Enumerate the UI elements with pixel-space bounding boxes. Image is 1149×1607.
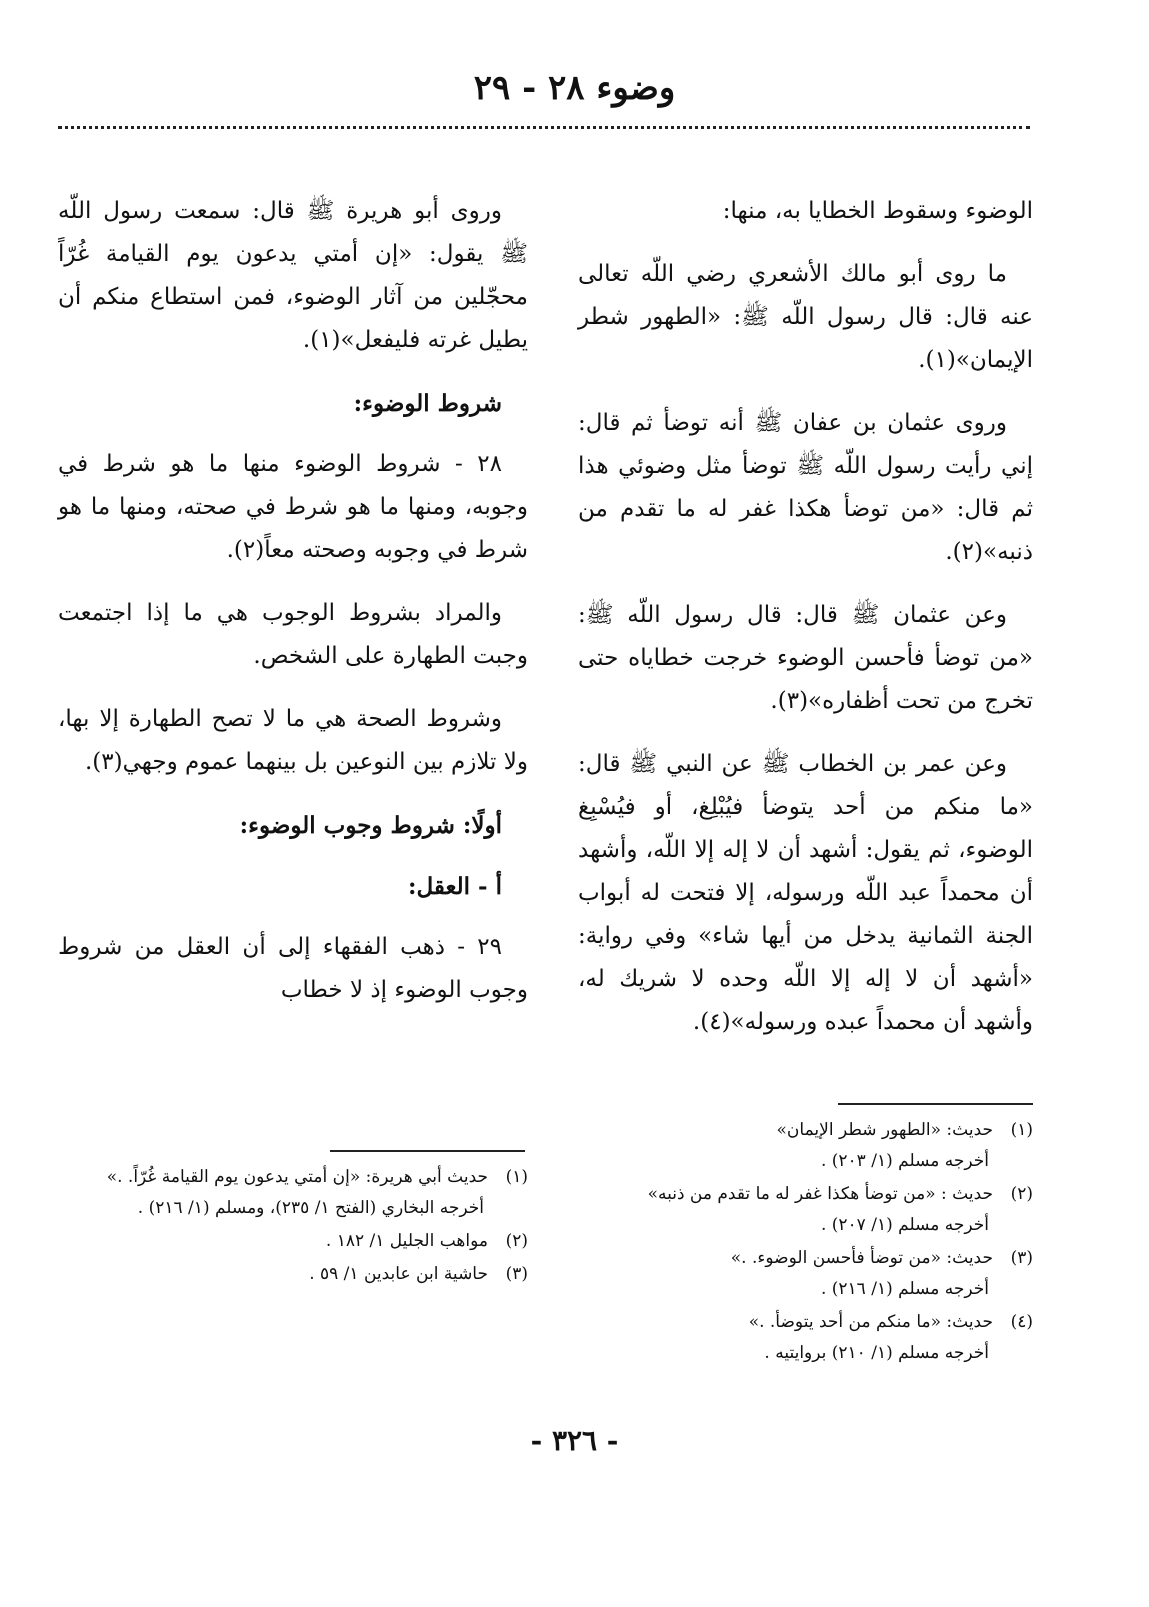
right-paragraph-1: الوضوء وسقوط الخطايا به، منها: <box>722 198 1033 224</box>
right-footnotes <box>578 1115 1033 1371</box>
footnote-text: حديث : «من توضأ هكذا غفر له ما تقدم من ذنبه» <box>647 1184 993 1204</box>
page-header: وضوء ٢٨ - ٢٩ <box>473 68 676 108</box>
right-paragraph-2: ما روى أبو مالك الأشعري رضي اللّه تعالى عنه قال: قال رسول اللّه ﷺ: «الطهور شطر الإيمان»(١). <box>578 261 1033 373</box>
left-paragraph-1: وروى أبو هريرة ﷺ قال: سمعت رسول اللّه ﷺ يقول: «إن أمتي يدعون يوم القيامة غُرّاً محجّلين من آثار الوضوء، فمن استطاع منكم أن يطيل غرته فليفعل»(١). <box>58 198 528 353</box>
footnote-text: حديث: «من توضأ فأحسن الوضوء. .» <box>730 1248 993 1268</box>
footnote-source: أخرجه مسلم (١/ ٢١٠) بروايتيه . <box>764 1343 989 1363</box>
footnote-text: حديث: «الطهور شطر الإيمان» <box>776 1120 993 1140</box>
right-footnote-separator <box>838 1103 1033 1105</box>
footnote-item <box>578 1179 1033 1241</box>
footnote-item <box>58 1259 528 1290</box>
footnote-number: (٢) <box>505 1231 528 1251</box>
header-dotted-divider <box>58 126 1030 129</box>
right-paragraph-4: وعن عثمان ﷺ قال: قال رسول اللّه ﷺ: «من توضأ فأحسن الوضوء خرجت خطاياه حتى تخرج من تحت أظفاره»(٣). <box>578 602 1033 714</box>
footnote-number: (٣) <box>1010 1248 1033 1268</box>
footnote-item <box>578 1243 1033 1305</box>
footnote-source: أخرجه البخاري (الفتح ١/ ٢٣٥)، ومسلم (١/ ٢١٦) . <box>137 1198 484 1218</box>
right-paragraph-5: وعن عمر بن الخطاب ﷺ عن النبي ﷺ قال: «ما منكم من أحد يتوضأ فيُبْلِغ، أو فيُسْبِغ الوضوء، ثم يقول: أشهد أن لا إله إلا اللّه، وأشهد أن محمداً عبد اللّه ورسوله، إلا فتحت له أبواب الجنة الثمانية يدخل من أيها شاء» وفي رواية: «أشهد أن لا إله إلا اللّه وحده لا شريك له، وأشهد أن محمداً عبده ورسوله»(٤). <box>578 751 1033 1035</box>
left-footnote-separator <box>330 1150 525 1152</box>
footnote-source: أخرجه مسلم (١/ ٢٠٧) . <box>820 1215 989 1235</box>
left-column <box>58 190 528 1032</box>
page-number: - ٣٢٦ - <box>530 1424 619 1457</box>
left-footnotes <box>58 1162 528 1292</box>
left-paragraph-4: وشروط الصحة هي ما لا تصح الطهارة إلا بها، ولا تلازم بين النوعين بل بينهما عموم وجهي(٣). <box>58 706 528 775</box>
footnote-number: (١) <box>1010 1120 1033 1140</box>
footnote-source: أخرجه مسلم (١/ ٢٠٣) . <box>820 1151 989 1171</box>
footnote-text: حاشية ابن عابدين ١/ ٥٩ . <box>309 1264 488 1284</box>
footnote-text: حديث أبي هريرة: «إن أمتي يدعون يوم القيامة غُرّاً. .» <box>106 1167 488 1187</box>
subsection-heading-a: أ - العقل: <box>408 873 502 900</box>
footnote-text: حديث: «ما منكم من أحد يتوضأ. .» <box>748 1312 993 1332</box>
footnote-item <box>578 1115 1033 1177</box>
footnote-item <box>58 1226 528 1257</box>
footnote-number: (٢) <box>1010 1184 1033 1204</box>
left-paragraph-5: ٢٩ - ذهب الفقهاء إلى أن العقل من شروط وجوب الوضوء إذ لا خطاب <box>58 934 528 1003</box>
footnote-source: أخرجه مسلم (١/ ٢١٦) . <box>820 1279 989 1299</box>
footnote-item <box>578 1307 1033 1369</box>
subsection-heading: أولًا: شروط وجوب الوضوء: <box>239 812 502 839</box>
footnote-number: (٤) <box>1010 1312 1033 1332</box>
footnote-number: (١) <box>505 1167 528 1187</box>
footnote-text: مواهب الجليل ١/ ١٨٢ . <box>325 1231 488 1251</box>
right-column <box>578 190 1033 1064</box>
footnote-number: (٣) <box>505 1264 528 1284</box>
left-paragraph-2: ٢٨ - شروط الوضوء منها ما هو شرط في وجوبه، ومنها ما هو شرط في صحته، ومنها ما هو شرط في وجوبه وصحته معاً(٢). <box>58 451 528 563</box>
left-paragraph-3: والمراد بشروط الوجوب هي ما إذا اجتمعت وجبت الطهارة على الشخص. <box>58 600 528 669</box>
section-heading: شروط الوضوء: <box>353 390 502 417</box>
right-paragraph-3: وروى عثمان بن عفان ﷺ أنه توضأ ثم قال: إني رأيت رسول اللّه ﷺ توضأ مثل وضوئي هذا ثم قال: «من توضأ هكذا غفر له ما تقدم من ذنبه»(٢). <box>578 410 1033 565</box>
footnote-item <box>58 1162 528 1224</box>
